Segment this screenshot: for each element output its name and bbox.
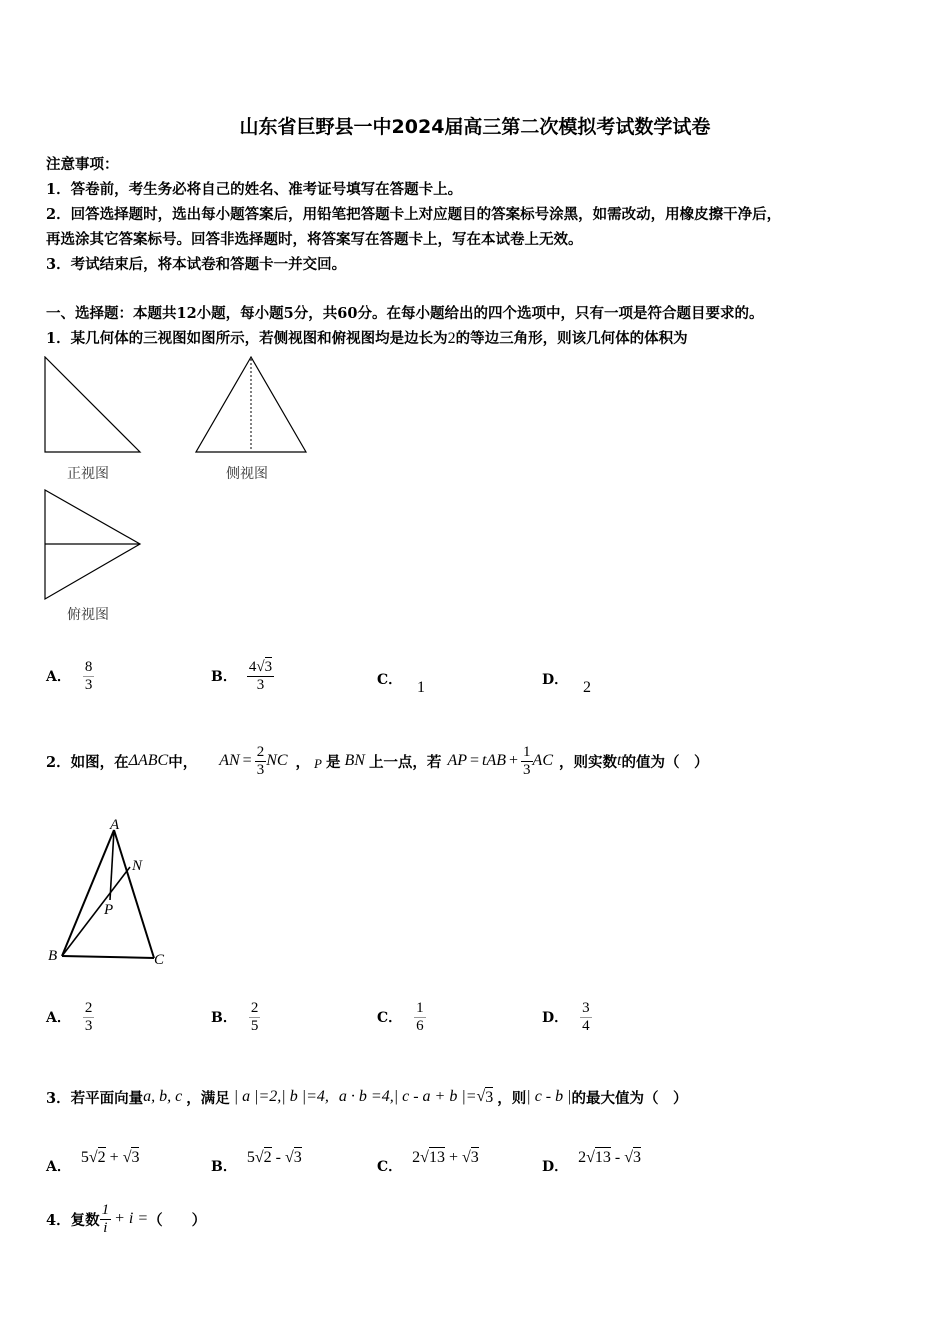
q2-option-d-value: $\frac{3}{4}$ <box>582 999 590 1034</box>
top-view-caption: 俯视图 <box>67 607 109 623</box>
front-view-caption: 正视图 <box>67 466 109 482</box>
front-view-figure <box>44 356 144 454</box>
q3-option-c-label: C． <box>377 1159 403 1175</box>
q2-option-b[interactable] <box>211 993 260 1041</box>
q3-ask: 的最大值为（ ） <box>571 1089 688 1107</box>
q2-ask-a: ，则实数 <box>559 753 617 771</box>
q3-option-a[interactable] <box>46 1142 139 1174</box>
label-b: B <box>48 948 58 964</box>
triangle-abc-figure <box>44 812 174 972</box>
q2-option-a-value: $\frac{2}{3}$ <box>84 999 93 1034</box>
q3-option-c-value: 2√13 + √3 <box>412 1149 479 1166</box>
q1-option-a[interactable] <box>46 652 94 700</box>
q1-option-d-value: 2 <box>583 679 592 696</box>
q2-option-b-label: B． <box>211 1010 237 1026</box>
q1-option-d-label: D． <box>542 672 569 688</box>
q2-eq1: = <box>242 752 252 769</box>
q2-option-c[interactable] <box>377 993 426 1041</box>
label-p: P <box>104 902 114 918</box>
q2-eq2: = <box>469 752 480 769</box>
q3-satisfy: ，满足 <box>186 1089 230 1107</box>
q3-condition-2: a · b =4,| c - a + b |= <box>338 1088 477 1105</box>
question-3: 3．若平面向量 a, b, c ，满足 | a |=2,| b |=4, a · b =4,| c - a + b |= √ 3 ，则 | c - b | 的最大值为（ ） <box>46 1088 688 1107</box>
notice-heading: 注意事项： <box>46 156 119 173</box>
question-4-prefix: 4．复数 <box>46 1211 100 1229</box>
q2-option-d-label: D． <box>542 1010 569 1026</box>
q2-option-d[interactable] <box>542 993 592 1041</box>
page-title: 山东省巨野县一中2024届高三第二次模拟考试数学试卷 <box>239 116 711 138</box>
q1-option-b[interactable] <box>211 648 274 704</box>
q2-ask-t: t <box>617 752 622 769</box>
vector-an: AN <box>219 752 240 769</box>
question-1-num: 2 <box>447 330 456 347</box>
q2-option-c-value: $\frac{1}{6}$ <box>416 999 424 1034</box>
q1-option-c-value: 1 <box>417 679 426 696</box>
fraction-1-3: $\frac{1}{3}$ <box>523 743 531 778</box>
label-a: A <box>110 817 120 833</box>
q1-option-d[interactable] <box>542 669 592 696</box>
question-3-prefix: 3．若平面向量 <box>46 1089 144 1107</box>
q3-option-c[interactable] <box>377 1142 479 1174</box>
vector-nc: NC <box>266 752 288 769</box>
q2-option-a-label: A． <box>46 1010 71 1026</box>
q3-then: ，则 <box>497 1089 527 1107</box>
q3-option-d-value: 2√13 - √3 <box>578 1149 642 1166</box>
q2-option-b-value: $\frac{2}{5}$ <box>250 999 259 1034</box>
side-view-figure <box>195 356 309 454</box>
q3-option-d[interactable] <box>542 1142 641 1174</box>
question-1-text-a: 1．某几何体的三视图如图所示，若侧视图和俯视图均是边长为 <box>46 330 448 347</box>
fraction-1-over-i: $\frac{1}{i}$ <box>101 1201 110 1236</box>
notice-item-2-cont: 再选涂其它答案标号。回答非选择题时，将答案写在答题卡上，写在本试卷上无效。 <box>46 231 583 248</box>
vectors-abc: a, b, c <box>143 1088 183 1105</box>
q1-option-b-label: B． <box>211 669 237 685</box>
notice-item-2: 2．回答选择题时，选出每小题答案后，用铅笔把答题卡上对应题目的答案标号涂黑，如需改动，用橡皮擦干净后， <box>46 206 782 223</box>
q3-target: | c - b | <box>526 1088 572 1105</box>
q3-option-b[interactable] <box>211 1142 302 1174</box>
question-2 <box>46 736 708 786</box>
q3-option-d-label: D． <box>542 1159 569 1175</box>
question-4 <box>46 1195 206 1243</box>
vector-ab: AB <box>486 752 507 769</box>
q2-comma: ， <box>295 753 311 771</box>
q2-text-zhong: 中， <box>168 753 198 771</box>
section-heading: 一、选择题：本题共12小题，每小题5分，共60分。在每小题给出的四个选项中，只有一项是符合题目要求的。 <box>46 305 764 322</box>
q2-text-is: 是 <box>325 753 341 771</box>
fraction-2-3: $\frac{2}{3}$ <box>256 743 265 778</box>
q3-option-b-label: B． <box>211 1159 237 1175</box>
question-1 <box>46 327 688 348</box>
top-view-figure <box>44 489 144 601</box>
notice-item-3: 3．考试结束后，将本试卷和答题卡一并交回。 <box>46 256 347 273</box>
param-t: t <box>482 752 487 769</box>
q1-option-a-label: A． <box>46 669 71 685</box>
q4-expression: + i = <box>114 1210 149 1227</box>
q3-option-b-value: 5√2 - √3 <box>246 1149 302 1166</box>
q2-option-c-label: C． <box>377 1010 403 1026</box>
label-n: N <box>132 858 143 874</box>
question-2-prefix: 2．如图，在 <box>46 753 129 771</box>
triangle-abc: ΔABC <box>128 752 169 769</box>
q1-option-a-value: $\frac{8}{3}$ <box>84 658 93 693</box>
q1-option-b-value: $\frac{4√3}{3}$ <box>248 658 273 693</box>
q3-option-a-label: A． <box>46 1159 71 1175</box>
q2-text-on-point: 上一点，若 <box>368 753 442 771</box>
segment-bn: BN <box>344 752 365 769</box>
q2-plus: + <box>509 752 519 769</box>
q4-ask: （ ） <box>148 1211 207 1229</box>
side-view-caption: 侧视图 <box>226 466 268 482</box>
label-c: C <box>154 952 165 968</box>
q1-option-c[interactable] <box>377 669 426 696</box>
q3-condition-rad: 3 <box>485 1089 494 1106</box>
q3-condition-1: | a |=2,| b |=4, <box>233 1088 329 1105</box>
notice-item-1: 1．答卷前，考生务必将自己的姓名、准考证号填写在答题卡上。 <box>46 181 463 198</box>
q2-ask-b: 的值为（ ） <box>621 753 709 771</box>
q1-option-c-label: C． <box>377 672 403 688</box>
vector-ap: AP <box>447 752 467 769</box>
question-1-text-b: 的等边三角形，则该几何体的体积为 <box>455 330 688 347</box>
point-p: P <box>314 756 322 771</box>
vector-ac: AC <box>532 752 553 769</box>
q2-option-a[interactable] <box>46 993 94 1041</box>
q3-option-a-value: 5√2 + √3 <box>80 1149 140 1166</box>
